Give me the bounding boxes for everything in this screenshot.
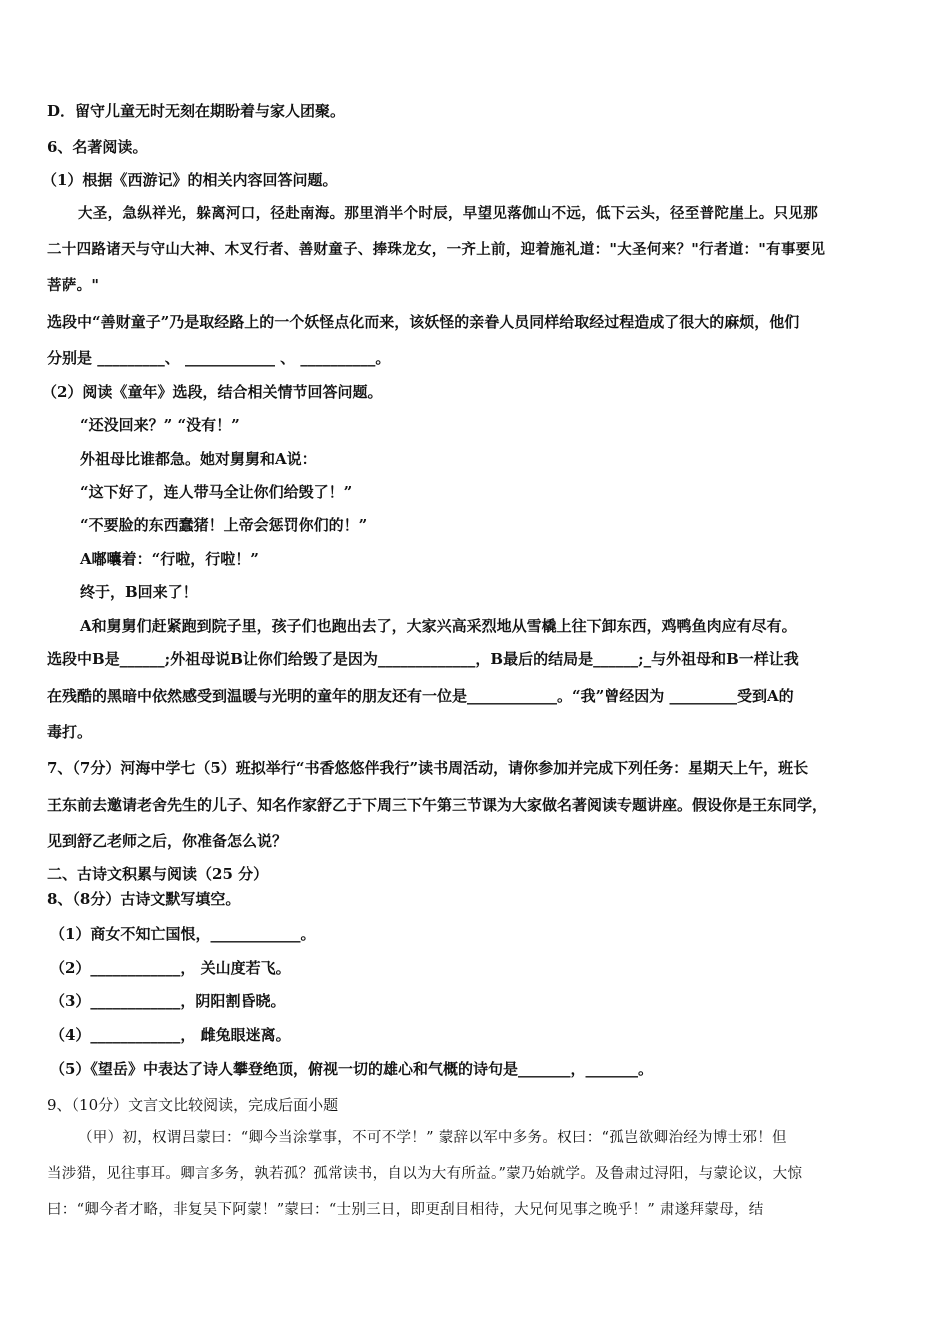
question-9-heading: 9、（10分）文言文比较阅读，完成后面小题 [47,1096,339,1114]
option-d: D．留守儿童无时无刻在期盼着与家人团聚。 [47,102,346,120]
question-7-line-2: 王东前去邀请老舍先生的儿子、知名作家舒乙于下周三下午第三节课为大家做名著阅读专题讲座。假设你是王东同学， [47,796,828,814]
question-8-item-2: （2）____________， 关山度若飞。 [50,959,291,977]
question-8-item-5: （5）《望岳》中表达了诗人攀登绝顶，俯视一切的雄心和气概的诗句是_______，_______。 [50,1060,653,1078]
question-6-1-prompt-line-1: 选段中“善财童子”乃是取经路上的一个妖怪点化而来，该妖怪的亲眷人员同样给取经过程造成了很大的麻烦，他们 [47,313,800,331]
tongnian-passage-line-5: A嘟囔着：“行啦，行啦！” [80,550,259,568]
tongnian-passage-line-4: “不要脸的东西蠢猪！上帝会惩罚你们的！” [80,516,368,534]
xiyouji-passage-line-2: 二十四路诸天与守山大神、木叉行者、善财童子、捧珠龙女，一齐上前，迎着施礼道："大圣何来？"行者道："有事要见 [47,241,826,258]
xiyouji-passage-line-1: 大圣，急纵祥光，躲离河口，径赴南海。那里消半个时辰，早望见落伽山不远，低下云头，径至普陀崖上。只见那 [78,205,818,222]
question-6-2-prompt-line-3: 毒打。 [47,723,93,741]
question-8-item-3: （3）____________，阴阳割昏晓。 [50,992,286,1010]
question-6-2-prompt-line-2: 在残酷的黑暗中依然感受到温暖与光明的童年的朋友还有一位是____________。“我”曾经因为 _________受到A的 [47,687,794,705]
question-7-line-1: 7、（7分）河海中学七（5）班拟举行“书香悠悠伴我行”读书周活动，请你参加并完成下列任务：星期天上午，班长 [47,759,809,777]
tongnian-passage-line-2: 外祖母比谁都急。她对舅舅和A说： [80,450,317,468]
question-6-1-prompt-line-2: 分别是 _________、 ____________ 、 __________。 [47,349,391,367]
classical-passage-line-3: 曰：“卿今者才略，非复吴下阿蒙！”蒙曰：“士别三日，即更刮目相待，大兄何见事之晚乎！” 肃遂拜蒙母，结 [47,1202,764,1218]
question-8-heading: 8、（8分）古诗文默写填空。 [47,890,241,908]
question-8-item-1: （1）商女不知亡国恨，____________。 [50,925,316,943]
tongnian-passage-line-3: “这下好了，连人带马全让你们给毁了！” [80,483,353,501]
question-6-heading: 6、名著阅读。 [47,138,148,156]
classical-passage-line-2: 当涉猎，见往事耳。卿言多务，孰若孤？孤常读书，自以为大有所益。”蒙乃始就学。及鲁肃过浔阳，与蒙论议，大惊 [47,1166,803,1182]
xiyouji-passage-line-3: 菩萨。" [47,277,100,294]
question-6-part-1: （1）根据《西游记》的相关内容回答问题。 [42,171,338,189]
question-6-part-2: （2）阅读《童年》选段，结合相关情节回答问题。 [42,383,383,401]
tongnian-passage-line-1: “还没回来？” “没有！” [80,416,240,434]
tongnian-passage-line-7: A和舅舅们赶紧跑到院子里，孩子们也跑出去了，大家兴高采烈地从雪橇上往下卸东西，鸡鸭鱼肉应有尽有。 [80,617,797,635]
question-7-line-3: 见到舒乙老师之后，你准备怎么说？ [47,832,288,850]
section-2-heading: 二、古诗文积累与阅读（25 分） [47,865,269,883]
classical-passage-line-1: （甲）初，权谓吕蒙曰：“卿今当涂掌事，不可不学！” 蒙辞以军中多务。权曰：“孤岂欲卿治经为博士邪！但 [78,1130,787,1146]
question-8-item-4: （4）____________， 雌兔眼迷离。 [50,1026,291,1044]
question-6-2-prompt-line-1: 选段中B是______;外祖母说B让你们给毁了是因为_____________，B最后的结局是______;_与外祖母和B一样让我 [47,650,799,668]
tongnian-passage-line-6: 终于，B回来了！ [80,583,198,601]
